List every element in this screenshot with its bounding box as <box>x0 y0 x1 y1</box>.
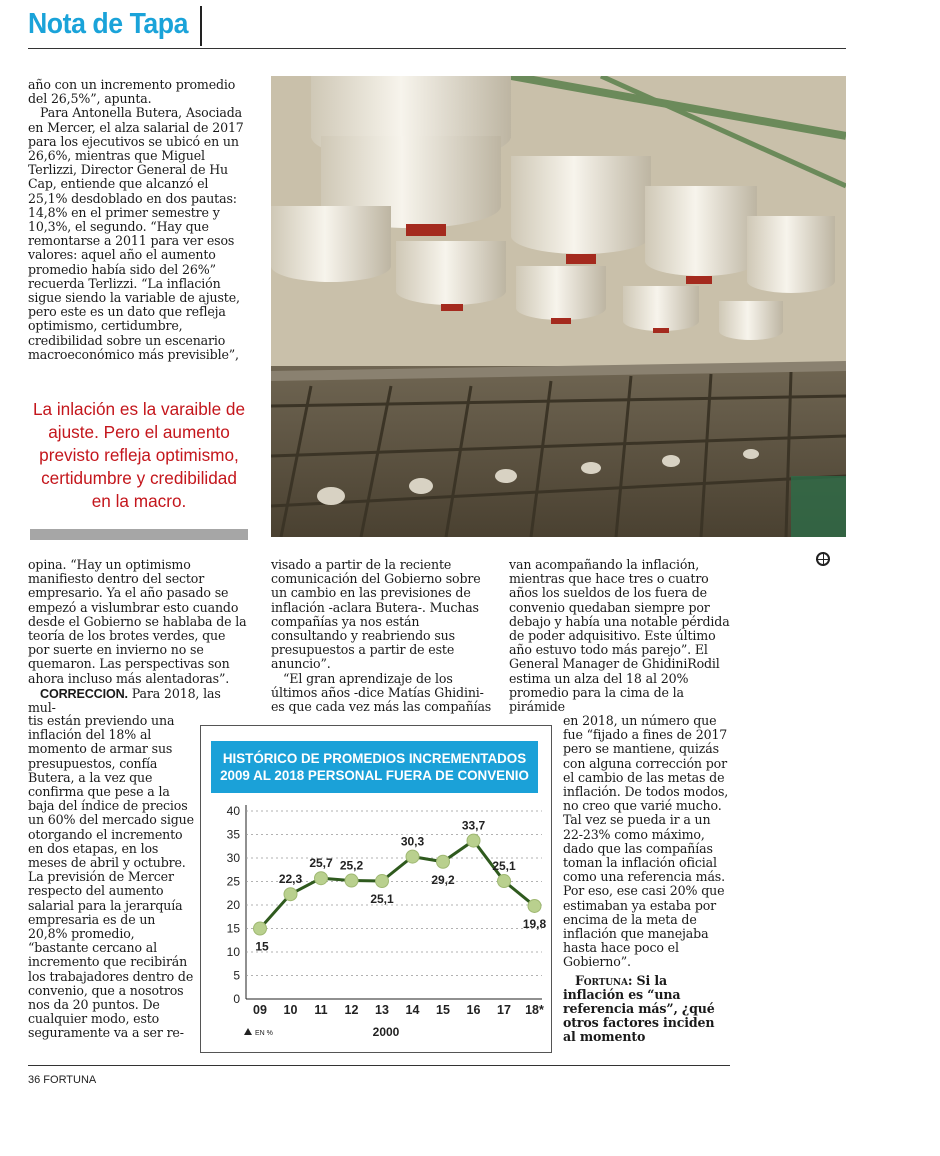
triangle-icon <box>244 1028 252 1035</box>
data-label: 25,2 <box>339 858 364 873</box>
section-title: Nota de Tapa <box>28 8 189 40</box>
data-label: 25,7 <box>309 856 333 871</box>
pull-quote: La inlación es la varaible de ajuste. Pero el aumento previsto refleja optimismo, certidumbre y credibilidad en la macro. <box>32 399 246 511</box>
registration-mark-icon <box>816 552 830 566</box>
right-column-top <box>509 558 731 714</box>
y-tick-label: 20 <box>226 898 240 912</box>
left-column-top <box>28 78 250 362</box>
x-tick-label: 16 <box>466 1003 481 1017</box>
paragraph: Para Antonella Butera, Asociada en Mercer, el alza salarial de 2017 para los ejecutivos se ubicó en un 26,6%, mientras que Miguel Terlizzi, Director General de Hu Cap, entiende que alcanzó el 25,1% desdoblado en dos pautas: 14,8% en el primer semestre y 10,3%, el segundo. “Hay que remontarse a 2011 para ver esos valores: aquel año el aumento promedio había sido del 26%” recuerda Terlizzi. “La inflación sigue siendo la variable de ajuste, pero este es un dato que refleja optimismo, certidumbre, credibilidad sobre un escenario macroeconómico más previsible”, <box>28 105 244 362</box>
y-tick-label: 0 <box>233 992 240 1006</box>
x-axis-label: 2000 <box>372 1025 400 1039</box>
y-tick-label: 5 <box>233 968 240 983</box>
right-column-bottom <box>563 714 731 1045</box>
data-point <box>498 875 511 888</box>
chart-title <box>211 741 538 793</box>
data-point <box>437 855 450 868</box>
x-tick-label: 18* <box>525 1003 544 1017</box>
question-text: : Si la inflación es “una referencia más”, ¿qué otros factores inciden al momento <box>563 972 715 1045</box>
data-point <box>254 922 267 935</box>
chart-title-line1: HISTÓRICO DE PROMEDIOS INCREMENTADOS <box>222 751 527 766</box>
left-column-wrap <box>28 714 194 1041</box>
x-tick-label: 11 <box>314 1003 328 1017</box>
data-point <box>528 899 541 912</box>
x-tick-label: 15 <box>436 1003 450 1017</box>
footer-rule <box>28 1065 730 1066</box>
y-tick-label: 35 <box>226 827 240 842</box>
page-footer: 36 FORTUNA <box>28 1074 97 1086</box>
data-point <box>315 872 328 885</box>
paragraph: visado a partir de la reciente comunicación del Gobierno sobre un cambio en las previsiones de inflación -aclara Butera-. Muchas compañías ya nos están consultando y reabriendo sus presupuestos a partir de este anuncio”. <box>271 557 481 672</box>
x-tick-label: 13 <box>375 1003 389 1017</box>
data-label: 25,1 <box>370 892 394 907</box>
pull-quote-rule <box>30 529 248 540</box>
data-label: 30,3 <box>400 834 425 849</box>
data-label: 19,8 <box>522 916 547 931</box>
interview-label: Fortuna <box>575 972 628 988</box>
left-column-bottom <box>28 558 250 715</box>
paragraph: van acompañando la inflación, mientras que hace tres o cuatro años los sueldos de los fuera de convenio quedaban siempre por debajo y había una notable pérdida de poder adquisitivo. Este último año estuvo todo más parejo”. El General Manager de GhidiniRodil estima un alza del 18 al 20% promedio para la cima de la pirámide <box>509 557 730 715</box>
chart-title-line2: 2009 AL 2018 PERSONAL FUERA DE CONVENIO <box>220 768 529 783</box>
header-divider <box>200 6 202 46</box>
data-point <box>284 888 297 901</box>
y-tick-label: 15 <box>226 921 240 936</box>
line-chart <box>200 795 550 1051</box>
paragraph: año con un incremento promedio del 26,5%”, apunta. <box>28 77 236 107</box>
x-tick-label: 12 <box>344 1003 359 1017</box>
textile-spools-photo <box>271 76 846 537</box>
correccion-kicker: CORRECCION. <box>40 686 128 701</box>
header-rule <box>28 48 846 49</box>
paragraph: tis están previendo una inflación del 18% al momento de armar sus presupuestos, confía Butera, a la vez que confirma que pese a la baja del índice de precios un 60% del mercado sigue otorgando el incremento en dos etapas, en los meses de abril y octubre. La previsión de Mercer respecto del aumento salarial para la jerarquía empresaria es de un 20,8% promedio, “bastante cercano al incremento que recibirán los trabajadores dentro de convenio, que a nosotros nos da 20 puntos. De cualquier modo, esto seguramente va a ser re- <box>28 713 194 1041</box>
correccion-paragraph <box>28 687 250 715</box>
y-tick-label: 10 <box>226 945 240 959</box>
data-label: 33,7 <box>461 818 486 833</box>
y-tick-label: 40 <box>226 804 240 818</box>
x-tick-label: 17 <box>497 1003 511 1017</box>
y-tick-label: 25 <box>226 874 240 889</box>
x-tick-label: 09 <box>253 1003 267 1017</box>
data-label: 15 <box>255 939 269 954</box>
data-point <box>467 834 480 847</box>
data-label: 29,2 <box>431 872 455 887</box>
data-point <box>345 874 358 887</box>
paragraph: en 2018, un número que fue “fijado a fines de 2017 pero se mantiene, quizás con alguna corrección por el cambio de las metas de inflación. De todos modos, no creo que varié mucho. Tal vez se pueda ir a un 22-23% como máximo, dado que las compañías toman la inflación oficial como una referencia más. Por eso, ese casi 20% que estimaban ya estaba por encima de la meta de inflación que manejaba hasta hace poco el Gobierno”. <box>563 713 729 970</box>
middle-column <box>271 558 493 714</box>
data-point <box>406 850 419 863</box>
unit-note: EN % <box>255 1030 273 1037</box>
data-label: 25,1 <box>492 859 516 874</box>
data-label: 22,3 <box>278 872 303 887</box>
photo-illustration <box>271 76 846 537</box>
x-tick-label: 10 <box>283 1003 298 1017</box>
paragraph: “El gran aprendizaje de los últimos años -dice Matías Ghidini- es que cada vez más las compañías <box>271 670 492 715</box>
correccion-lead: Para 2018, las mul- <box>28 685 221 716</box>
paragraph: opina. “Hay un optimismo manifiesto dentro del sector empresario. Ya el año pasado se empezó a vislumbrar esto cuando desde el Gobierno se hablaba de la teoría de los brotes verdes, que por suerte en invierno no se quemaron. Las perspectivas son ahora incluso más alentadoras”. <box>28 557 247 686</box>
data-point <box>376 875 389 888</box>
x-tick-label: 14 <box>405 1003 420 1017</box>
interview-question <box>563 974 731 1045</box>
y-tick-label: 30 <box>226 851 240 865</box>
